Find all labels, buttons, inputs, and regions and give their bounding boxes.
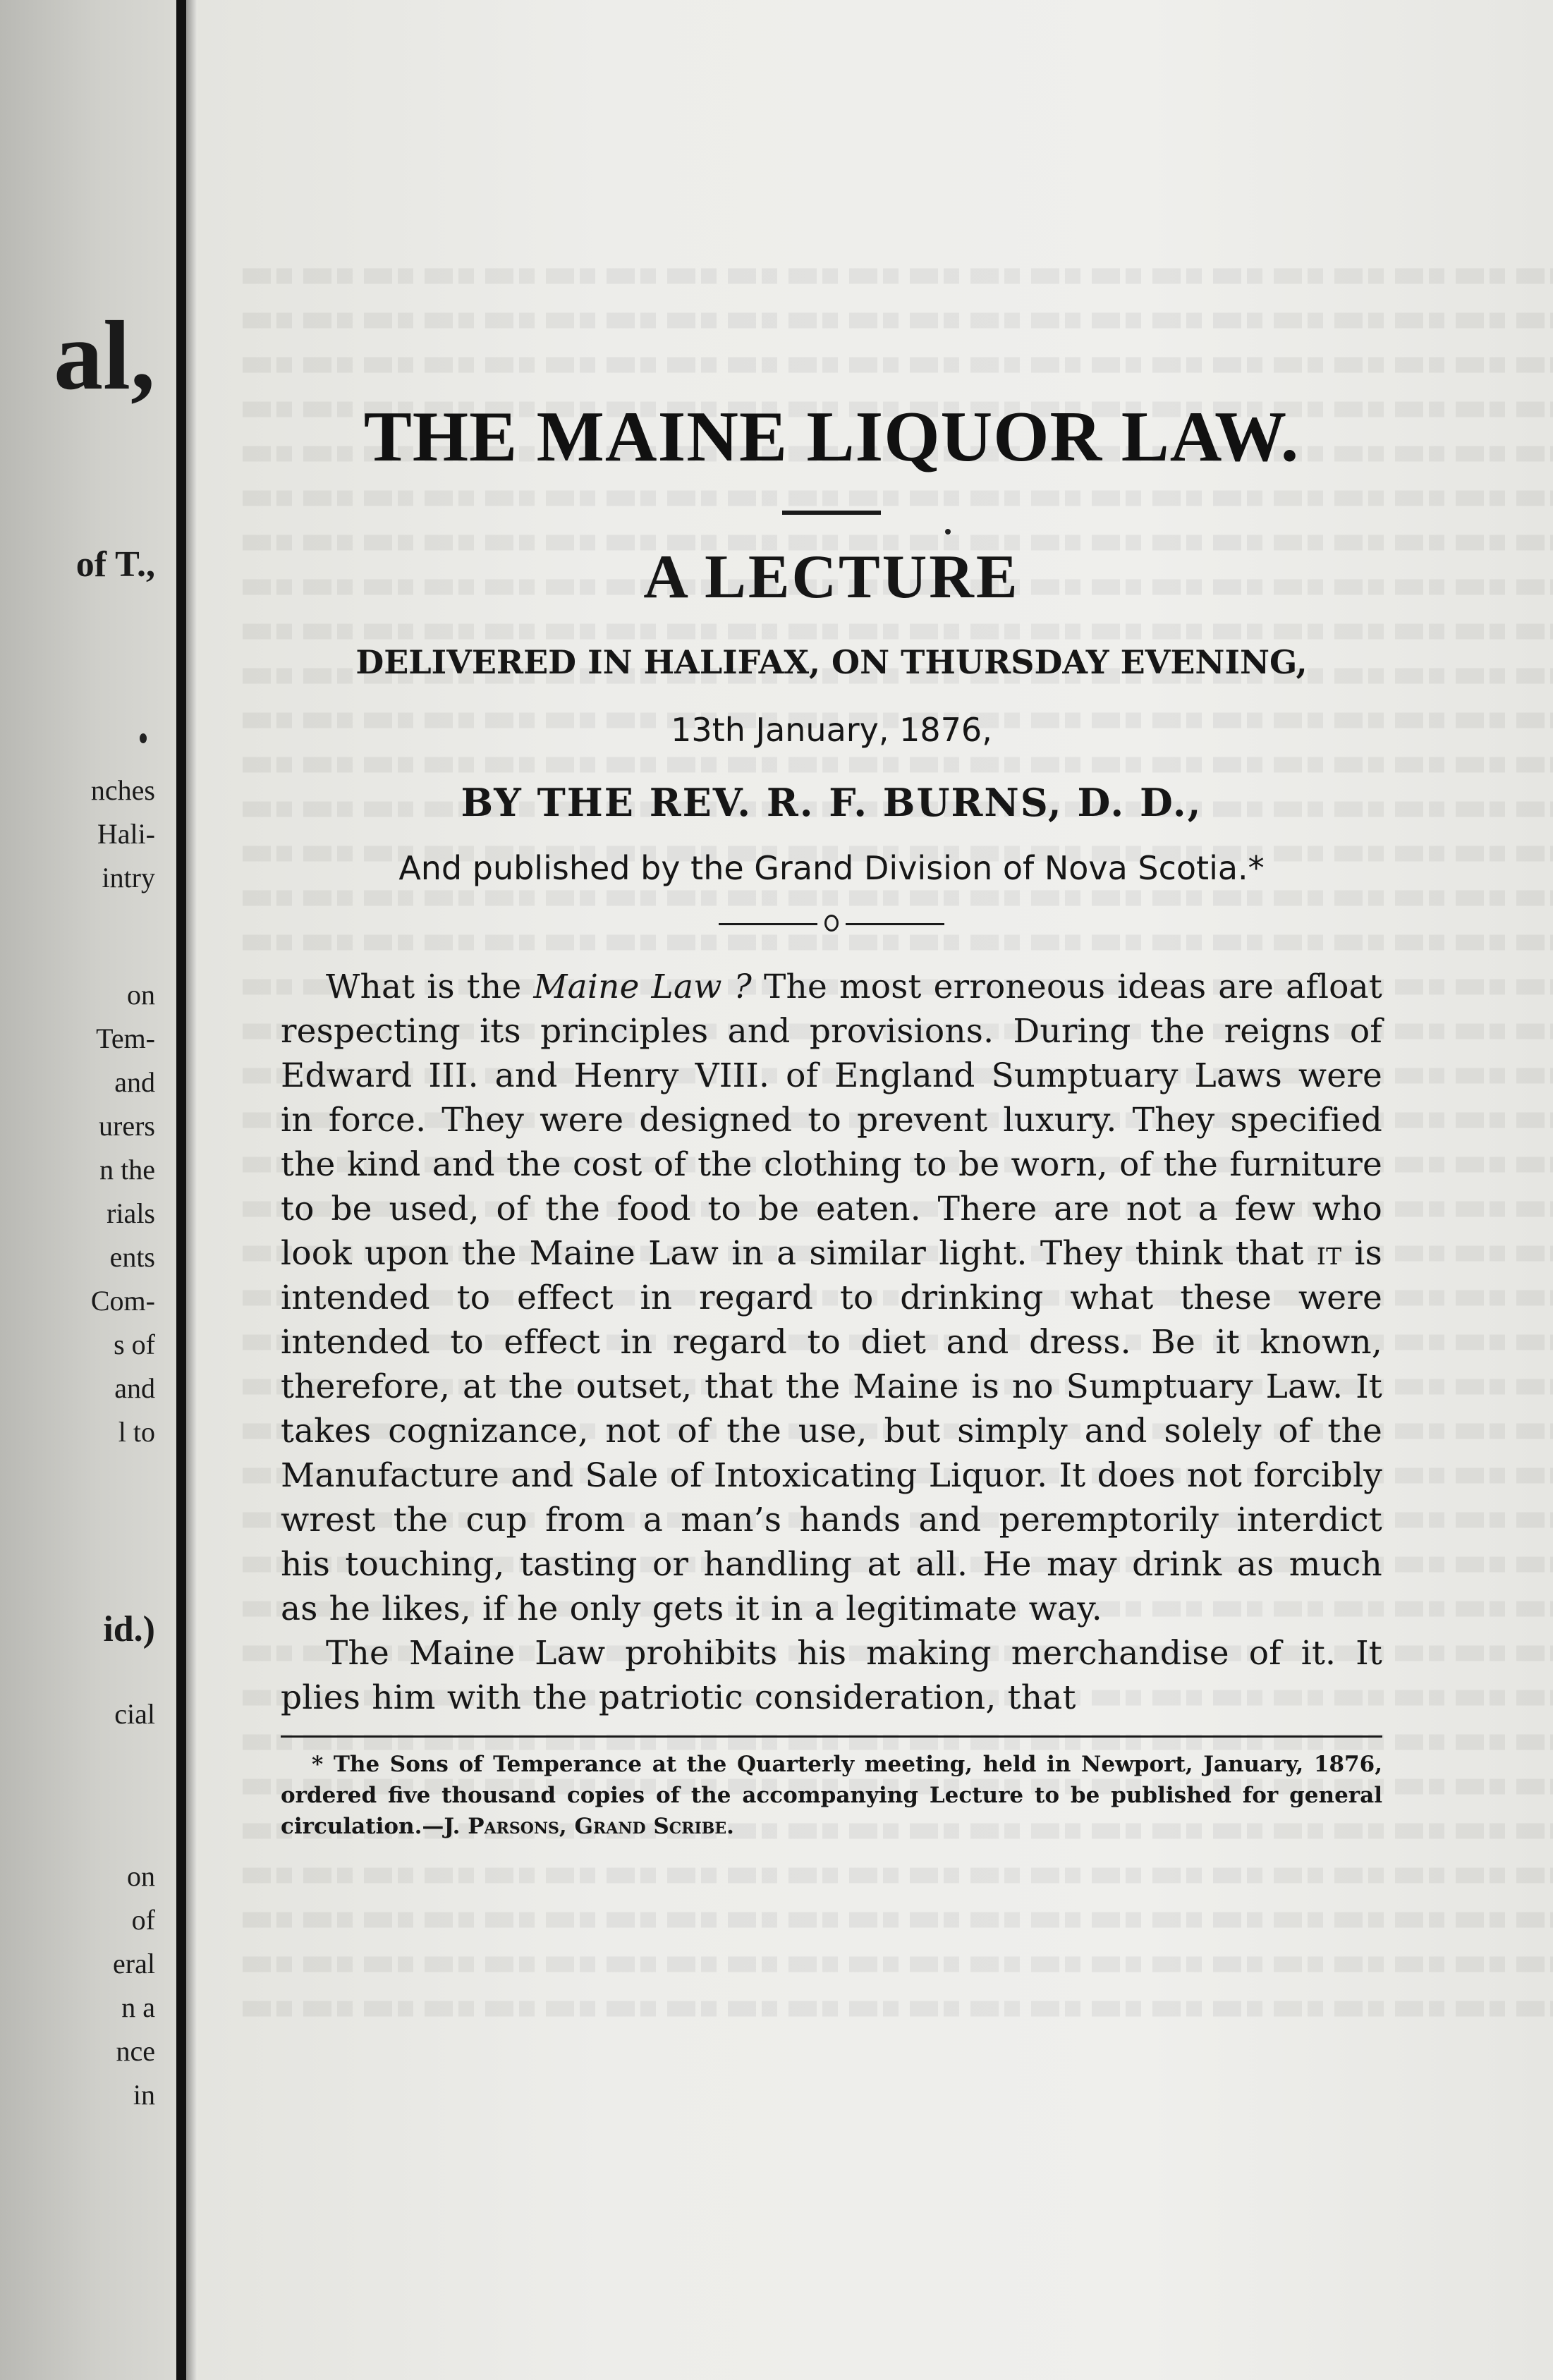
date-line: 13th January, 1876, xyxy=(671,711,992,749)
gutter-shadow xyxy=(186,0,197,2380)
left-fragment: of T., xyxy=(75,544,155,585)
footnote-text: * The Sons of Temperance at the Quarterly meeting, held in Newport, January, 1876, ordered five thousand copies of the accompanying Lecture to be published for general circulation.— xyxy=(281,1752,1382,1839)
title-rule xyxy=(782,511,881,515)
main-page xyxy=(197,0,1553,2380)
left-fragment: ents xyxy=(109,1241,155,1273)
left-fragment: Tem- xyxy=(96,1023,155,1054)
left-fragment: of xyxy=(131,1904,155,1936)
left-fragment: urers xyxy=(99,1110,155,1142)
left-fragment: and xyxy=(114,1066,155,1098)
ornament-divider xyxy=(719,910,944,938)
left-fragment: intry xyxy=(102,862,155,893)
ornament-o-icon xyxy=(824,915,839,932)
para1-text-a: The most erroneous ideas are afloat respecting its principles and provisions. During the reigns of Edward III. and Henry VIII. of England Sumptuary Laws were in force. They were designed to prevent luxury. They specified the kind and the cost of the clothing to be worn, of the furniture to be used, of the food to be eaten. There are not a few who look upon the Maine Law in a similar light. They think that xyxy=(281,968,1382,1273)
left-fragment: n a xyxy=(121,1991,155,2023)
left-fragment: in xyxy=(133,2079,155,2111)
para1-lead: What is the xyxy=(326,968,534,1006)
document-content xyxy=(281,395,1382,1842)
left-fragment: on xyxy=(127,979,155,1011)
scan-speck xyxy=(140,733,147,743)
left-fragment: l to xyxy=(118,1416,155,1448)
left-fragment: nce xyxy=(116,2035,155,2067)
page-title: THE MAINE LIQUOR LAW. xyxy=(363,397,1300,477)
left-fragment: cial xyxy=(114,1698,155,1730)
lecture-heading: A LECTURE xyxy=(643,543,1020,611)
left-fragment: n the xyxy=(99,1154,155,1185)
left-fragment: s of xyxy=(114,1329,155,1360)
left-fragment: Com- xyxy=(90,1285,155,1317)
gutter-rule xyxy=(176,0,186,2380)
delivered-line: DELIVERED IN HALIFAX, ON THURSDAY EVENING, xyxy=(355,643,1308,681)
author-line: BY THE REV. R. F. BURNS, D. D., xyxy=(461,780,1202,825)
paragraph-2: The Maine Law prohibits his making merchandise of it. It plies him with the patriotic consideration, that xyxy=(281,1634,1382,1717)
para1-text-b: is intended to effect in regard to drinking what these were intended to effect in regard to diet and dress. Be it known, therefore, at the outset, that the Maine is no Sumptuary Law. It takes cognizance, not of the use, but simply and solely of the Manufacture and Sale of Intoxicating Liquor. It does not forcibly wrest the cup from a man’s hands and peremptorily interdict his touching, tasting or handling at all. He may drink as much as he likes, if he only gets it in a legitimate way. xyxy=(281,1234,1382,1628)
left-fragment: Hali- xyxy=(97,818,155,850)
footnote xyxy=(281,1749,1382,1842)
left-fragment: and xyxy=(114,1372,155,1404)
paragraph-1 xyxy=(281,965,1382,1631)
left-fragment: on xyxy=(127,1860,155,1892)
left-fragment: id.) xyxy=(103,1609,155,1649)
scan-speck xyxy=(945,529,951,535)
footnote-rule xyxy=(281,1735,1382,1738)
left-fragment: nches xyxy=(90,774,155,806)
left-fragment: rials xyxy=(106,1197,155,1229)
footnote-signature: J. Parsons, Grand Scribe. xyxy=(444,1814,734,1839)
para1-it-smallcaps: it xyxy=(1316,1234,1342,1273)
para1-emphasis: Maine Law ? xyxy=(533,968,752,1006)
left-fragment: al, xyxy=(54,301,155,410)
published-line: And published by the Grand Division of Nova Scotia.* xyxy=(398,849,1265,887)
left-fragment: eral xyxy=(113,1948,155,1979)
left-page-strip xyxy=(0,0,176,2380)
lecture-body xyxy=(281,965,1382,1720)
